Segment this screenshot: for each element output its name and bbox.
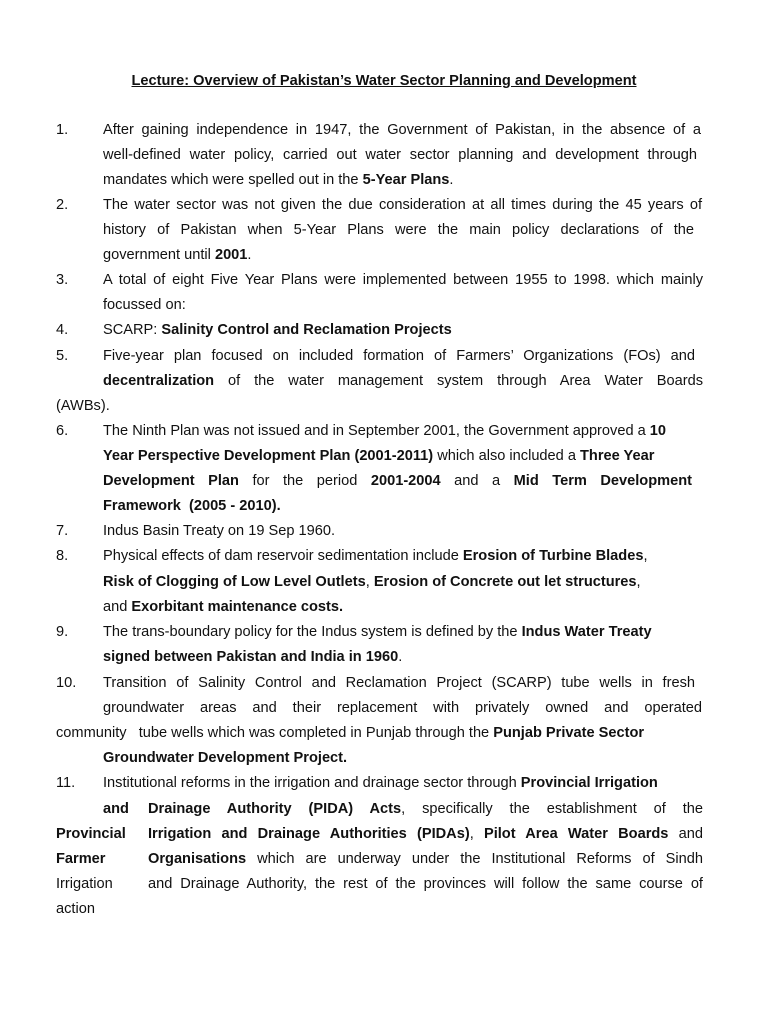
item-number: 6.: [56, 423, 69, 439]
item-number: 10.: [56, 675, 77, 691]
item-number: 3.: [56, 272, 69, 288]
item-11-line-5b: and Drainage Authority, the rest of the provinces will follow the same course of: [148, 876, 703, 892]
item-11-line-1: Institutional reforms in the irrigation and drainage sector through Provincial Irrigation: [103, 775, 658, 791]
item-10-line-3: community tube wells which was completed in Punjab through the Punjab Private Sector: [56, 725, 645, 741]
item-11-line-5a: Irrigation: [56, 876, 113, 892]
item-11-line-4b: Organisations which are underway under the Institutional Reforms of Sindh: [148, 851, 703, 867]
item-3-line-1: A total of eight Five Year Plans were implemented between 1955 to 1998. which mainly: [103, 272, 703, 288]
item-11-line-4a: Farmer: [56, 851, 106, 867]
item-6-line-3: Development Plan for the period 2001-2004 and a Mid Term Development: [103, 473, 692, 489]
item-5-line-1: Five-year plan focused on included formation of Farmers’ Organizations (FOs) and: [103, 348, 695, 364]
item-11-line-6: action: [56, 901, 95, 917]
item-8-line-1: Physical effects of dam reservoir sedimentation include Erosion of Turbine Blades,: [103, 548, 648, 564]
item-1-line-1: After gaining independence in 1947, the Government of Pakistan, in the absence of a: [103, 122, 701, 138]
item-5-line-2: decentralization of the water management system through Area Water Boards: [103, 373, 703, 389]
item-9-line-2: signed between Pakistan and India in 1960.: [103, 649, 403, 665]
item-4-line-1: SCARP: Salinity Control and Reclamation Projects: [103, 322, 452, 338]
item-number: 2.: [56, 197, 69, 213]
item-8-line-3: and Exorbitant maintenance costs.: [103, 599, 344, 615]
item-1-line-3: mandates which were spelled out in the 5-Year Plans.: [103, 172, 454, 188]
item-1-line-2: well-defined water policy, carried out water sector planning and development through: [103, 147, 697, 163]
item-2-line-1: The water sector was not given the due consideration at all times during the 45 years of: [103, 197, 702, 213]
item-8-line-2: Risk of Clogging of Low Level Outlets, Erosion of Concrete out let structures,: [103, 574, 641, 590]
item-9-line-1: The trans-boundary policy for the Indus system is defined by the Indus Water Treaty: [103, 624, 652, 640]
item-2-line-3: government until 2001.: [103, 247, 252, 263]
item-number: 8.: [56, 548, 69, 564]
item-number: 11.: [56, 775, 76, 791]
item-6-line-4: Framework (2005 - 2010).: [103, 498, 281, 514]
item-10-line-2: groundwater areas and their replacement with privately owned and operated: [103, 700, 702, 716]
item-2-line-2: history of Pakistan when 5-Year Plans were the main policy declarations of the: [103, 222, 694, 238]
item-6-line-1: The Ninth Plan was not issued and in September 2001, the Government approved a 10: [103, 423, 667, 439]
item-number: 7.: [56, 523, 69, 539]
item-11-line-3a: Provincial: [56, 826, 126, 842]
item-number: 4.: [56, 322, 69, 338]
item-number: 5.: [56, 348, 69, 364]
item-3-line-2: focussed on:: [103, 297, 186, 313]
item-6-line-2: Year Perspective Development Plan (2001-2011) which also included a Three Year: [103, 448, 655, 464]
item-7-line-1: Indus Basin Treaty on 19 Sep 1960.: [103, 523, 336, 539]
item-11-line-3b: Irrigation and Drainage Authorities (PIDAs), Pilot Area Water Boards and: [148, 826, 704, 842]
page-title: Lecture: Overview of Pakistan’s Water Sector Planning and Development: [131, 73, 637, 89]
item-number: 1.: [56, 122, 69, 138]
item-11-line-2b: Drainage Authority (PIDA) Acts, specifically the establishment of the: [148, 801, 703, 817]
item-10-line-1: Transition of Salinity Control and Reclamation Project (SCARP) tube wells in fresh: [103, 675, 695, 691]
item-11-line-2a: and: [103, 801, 129, 817]
item-number: 9.: [56, 624, 69, 640]
item-5-line-3: (AWBs).: [56, 398, 110, 414]
item-10-line-4: Groundwater Development Project.: [103, 750, 348, 766]
